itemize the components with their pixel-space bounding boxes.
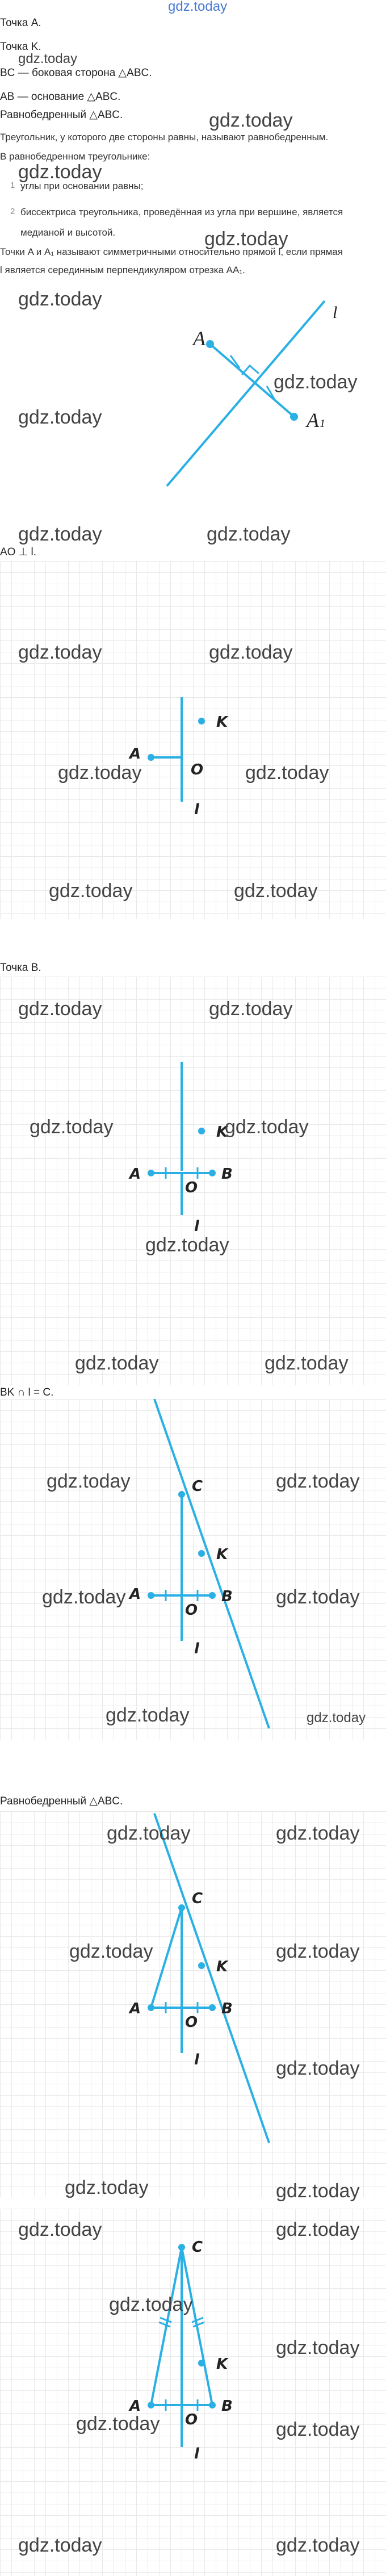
label-a: A xyxy=(129,1166,141,1183)
list-item: углы при основании равны; xyxy=(20,181,144,191)
point-b xyxy=(209,2004,216,2011)
label-l: l xyxy=(194,1640,199,1657)
label-o: O xyxy=(185,1179,198,1196)
text-symmetry-cont: l является серединным перпендикуляром отрезка AA₁. xyxy=(0,265,245,275)
tick-mark-double xyxy=(192,2318,203,2322)
watermark: gdz.today xyxy=(18,2535,102,2556)
label-o: O xyxy=(185,2014,198,2031)
label-b: B xyxy=(221,1166,233,1183)
watermark: gdz.today xyxy=(209,110,293,131)
point-a xyxy=(148,1592,154,1599)
label-c: C xyxy=(192,1478,203,1495)
watermark: gdz.today xyxy=(274,371,358,393)
watermark: gdz.today xyxy=(276,1823,360,1844)
watermark: gdz.today xyxy=(209,642,293,663)
label-l: l xyxy=(194,1218,199,1235)
figure-point-b xyxy=(0,977,386,1385)
text-bc-side: BC — боковая сторона △ABC. xyxy=(0,67,152,79)
watermark: gdz.today xyxy=(58,762,142,784)
point-a xyxy=(148,2402,154,2409)
watermark: gdz.today xyxy=(276,2419,360,2440)
watermark: gdz.today xyxy=(18,161,102,183)
watermark: gdz.today xyxy=(225,1116,309,1138)
text-ab-base: AB — основание △ABC. xyxy=(0,91,121,103)
line-bk xyxy=(154,1399,269,1728)
label-k: K xyxy=(216,1546,228,1563)
list-number: 2 xyxy=(10,207,15,216)
label-a: A xyxy=(129,2000,141,2017)
watermark: gdz.today xyxy=(276,2180,360,2202)
watermark: gdz.today xyxy=(49,880,133,902)
text-point-b: Точка B. xyxy=(0,962,41,974)
label-o: O xyxy=(185,2411,198,2428)
watermark: gdz.today xyxy=(276,2058,360,2079)
watermark: gdz.today xyxy=(47,1471,131,1492)
point-c xyxy=(178,1491,185,1498)
point-k xyxy=(198,1962,205,1969)
watermark: gdz.today xyxy=(76,2413,160,2435)
point-k xyxy=(198,2360,205,2366)
watermark: gdz.today xyxy=(18,288,102,310)
figure-triangle xyxy=(0,1811,386,2197)
text-point-k: Точка K. xyxy=(0,41,41,53)
label-b: B xyxy=(221,2398,233,2415)
label-l: l xyxy=(194,2445,199,2462)
point-b xyxy=(209,1592,216,1599)
point-a xyxy=(148,2004,154,2011)
watermark: gdz.today xyxy=(209,998,293,1020)
label-b: B xyxy=(221,2000,233,2017)
label-a: A xyxy=(129,2398,141,2415)
point-c xyxy=(178,1904,185,1911)
list-number: 1 xyxy=(10,181,15,190)
watermark: gdz.today xyxy=(18,2219,102,2240)
watermark: gdz.today xyxy=(276,1586,360,1608)
label-a1-sub: 1 xyxy=(320,417,325,430)
line-bk xyxy=(154,1813,269,2143)
watermark: gdz.today xyxy=(265,1352,349,1374)
label-l: l xyxy=(333,303,338,322)
label-l: l xyxy=(194,801,199,818)
watermark: gdz.today xyxy=(276,2535,360,2556)
watermark: gdz.today xyxy=(107,1823,191,1844)
figure-isosceles xyxy=(0,2209,386,2576)
label-k: K xyxy=(216,1958,228,1975)
watermark: gdz.today xyxy=(18,51,78,66)
label-l: l xyxy=(194,2051,199,2068)
tick-mark-double xyxy=(159,2322,170,2327)
watermark: gdz.today xyxy=(18,998,102,1020)
point-b xyxy=(209,1170,216,1176)
label-k: K xyxy=(216,1124,228,1141)
text-isosceles: Равнобедренный △ABC. xyxy=(0,109,123,121)
point-k xyxy=(198,1128,205,1134)
tick-mark-double xyxy=(193,2322,204,2327)
watermark: gdz.today xyxy=(18,523,102,545)
text-symmetry: Точки A и A₁ называют симметричными относительно прямой l, если прямая xyxy=(0,246,343,257)
watermark: gdz.today xyxy=(276,2219,360,2240)
segment-ac xyxy=(151,1908,182,2008)
watermark: gdz.today xyxy=(145,1234,229,1256)
segment-bc xyxy=(182,2247,212,2405)
figure-intersection xyxy=(0,1399,386,1740)
line-l xyxy=(167,301,325,486)
watermark: gdz.today xyxy=(207,523,291,545)
text-isosceles-2: Равнобедренный △ABC. xyxy=(0,1795,123,1807)
point-k xyxy=(198,1550,205,1557)
label-a: A xyxy=(193,327,205,350)
point-b xyxy=(209,2402,216,2409)
list-item-cont: медианой и высотой. xyxy=(20,227,116,238)
label-k: K xyxy=(216,714,228,731)
tick-mark-double xyxy=(160,2318,171,2322)
watermark: gdz.today xyxy=(276,1471,360,1492)
figure-symmetry xyxy=(0,284,386,511)
watermark: gdz.today xyxy=(307,1710,366,1725)
watermark: gdz.today xyxy=(245,762,329,784)
text-props-intro: В равнобедренном треугольнике: xyxy=(0,151,150,162)
watermark: gdz.today xyxy=(18,642,102,663)
point-c xyxy=(178,2244,185,2251)
label-c: C xyxy=(192,2239,203,2256)
watermark: gdz.today xyxy=(234,880,318,902)
text-ao-perp: AO ⊥ l. xyxy=(0,546,37,558)
text-definition: Треугольник, у которого две стороны равны, называют равнобедренным. xyxy=(0,132,329,143)
text-point-a: Точка A. xyxy=(0,17,41,29)
point-a xyxy=(148,1170,154,1176)
watermark: gdz.today xyxy=(276,2337,360,2359)
point-a xyxy=(206,340,214,348)
label-b: B xyxy=(221,1588,233,1605)
watermark: gdz.today xyxy=(18,407,102,428)
watermark: gdz.today xyxy=(69,1941,153,1962)
segment-ac xyxy=(151,2247,182,2405)
watermark: gdz.today xyxy=(42,1586,126,1608)
site-header-link[interactable]: gdz.today xyxy=(168,0,228,14)
watermark: gdz.today xyxy=(204,228,288,250)
label-a: A xyxy=(129,1586,141,1603)
watermark: gdz.today xyxy=(106,1704,190,1726)
point-a1 xyxy=(290,413,298,421)
label-a1: A xyxy=(307,409,319,432)
label-a: A xyxy=(129,745,141,763)
watermark: gdz.today xyxy=(65,2177,149,2198)
watermark: gdz.today xyxy=(30,1116,114,1138)
point-a xyxy=(148,754,154,761)
watermark: gdz.today xyxy=(276,1941,360,1962)
label-k: K xyxy=(216,2356,228,2373)
watermark: gdz.today xyxy=(75,1352,159,1374)
point-k xyxy=(198,718,205,724)
label-o: O xyxy=(191,761,204,778)
list-item: биссектриса треугольника, проведённая из угла при вершине, является xyxy=(20,207,343,217)
label-o: O xyxy=(185,1602,198,1619)
figure-perpendicular xyxy=(0,561,386,919)
label-c: C xyxy=(192,1890,203,1907)
watermark: gdz.today xyxy=(109,2294,193,2315)
text-bk-intersection: BK ∩ l = C. xyxy=(0,1387,54,1398)
